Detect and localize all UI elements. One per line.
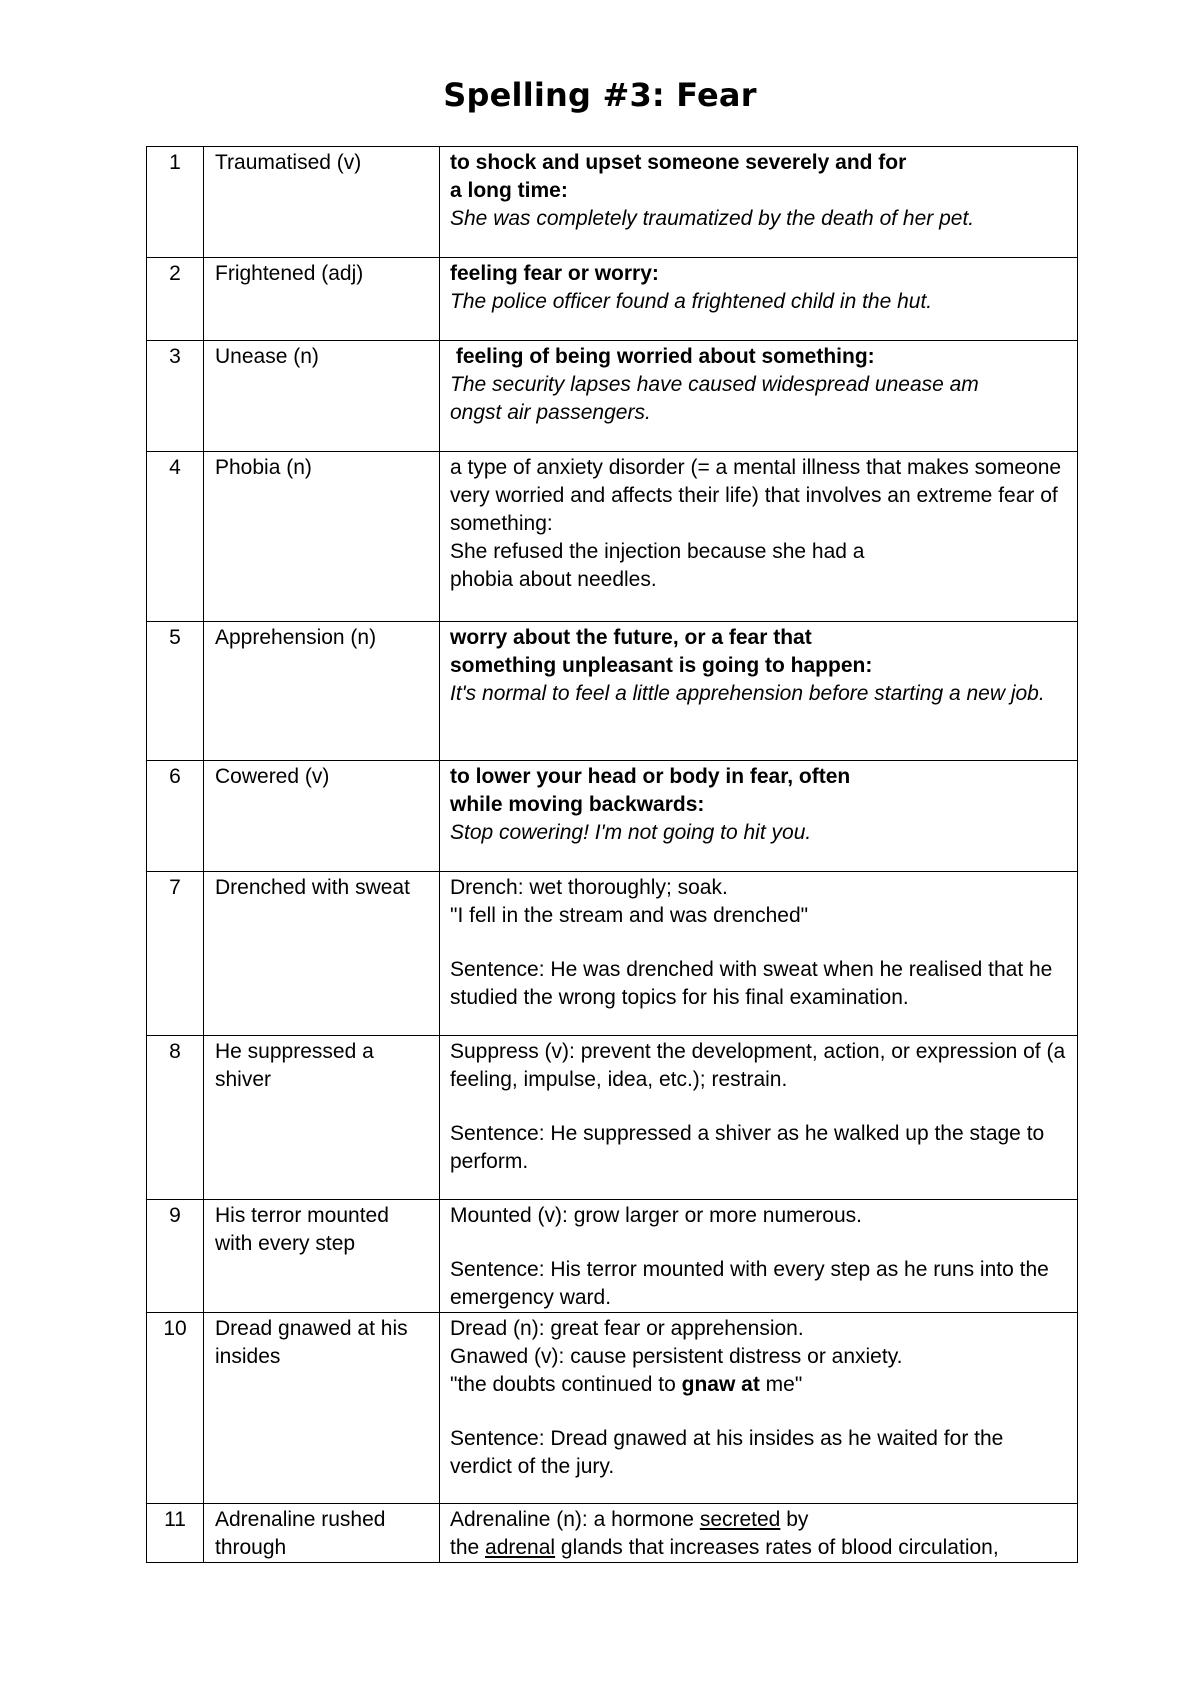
definition-text: something unpleasant is going to happen: xyxy=(450,654,873,677)
vocab-word: He suppressed a shiver xyxy=(204,1036,440,1200)
quote-pre: "the doubts continued to xyxy=(450,1373,682,1396)
definition-text: Dread (n): great fear or apprehension. xyxy=(450,1317,804,1340)
definition-text: feeling of being worried about something: xyxy=(450,345,875,368)
row-number: 11 xyxy=(147,1504,204,1563)
quote-text: "I fell in the stream and was drenched" xyxy=(450,904,809,927)
example-sentence: She was completely traumatized by the death of her pet. xyxy=(450,207,975,230)
row-number: 5 xyxy=(147,622,204,761)
text-fragment: by xyxy=(780,1508,809,1531)
table-row xyxy=(147,452,1078,622)
example-sentence: phobia about needles. xyxy=(450,568,657,591)
definition-cell xyxy=(440,1036,1078,1200)
table-row xyxy=(147,1313,1078,1504)
row-number: 10 xyxy=(147,1313,204,1504)
definition-text xyxy=(450,1506,1067,1534)
row-number: 2 xyxy=(147,258,204,341)
spacer xyxy=(450,1094,1067,1120)
vocab-word: Unease (n) xyxy=(204,341,440,452)
vocab-word: His terror mounted with every step xyxy=(204,1200,440,1313)
definition-cell xyxy=(440,341,1078,452)
text-fragment: Adrenaline (n): a hormone xyxy=(450,1508,700,1531)
vocab-word: Cowered (v) xyxy=(204,761,440,872)
example-sentence: The police officer found a frightened child in the hut. xyxy=(450,290,933,313)
quote-text xyxy=(450,1371,1067,1399)
vocab-word: Phobia (n) xyxy=(204,452,440,622)
definition-cell xyxy=(440,1313,1078,1504)
definition-cell xyxy=(440,258,1078,341)
definition-cell xyxy=(440,452,1078,622)
definition-text: Mounted (v): grow larger or more numerous. xyxy=(450,1204,862,1227)
definition-text: Suppress (v): prevent the development, action, or expression of (a feeling, impulse, idea, etc.); restrain. xyxy=(450,1040,1066,1091)
definition-text: a type of anxiety disorder (= a mental illness that makes someone xyxy=(450,456,1062,479)
definition-text: while moving backwards: xyxy=(450,793,705,816)
table-row xyxy=(147,147,1078,258)
vocab-word: Drenched with sweat xyxy=(204,872,440,1036)
text-fragment: the xyxy=(450,1536,486,1559)
definition-cell xyxy=(440,761,1078,872)
quote-bold: gnaw at xyxy=(681,1373,760,1396)
definition-text: a long time: xyxy=(450,179,568,202)
example-sentence: Sentence: He suppressed a shiver as he walked up the stage to perform. xyxy=(450,1122,1045,1173)
definition-text: feeling fear or worry: xyxy=(450,262,659,285)
vocab-word: Adrenaline rushed through xyxy=(204,1504,440,1563)
example-sentence: She refused the injection because she had a xyxy=(450,540,865,563)
definition-text: very worried and affects their life) that involves an extreme fear of something: xyxy=(450,484,1058,535)
vocab-word: Dread gnawed at his insides xyxy=(204,1313,440,1504)
example-sentence: ongst air passengers. xyxy=(450,401,651,424)
vocab-word: Frightened (adj) xyxy=(204,258,440,341)
table-row xyxy=(147,872,1078,1036)
definition-cell xyxy=(440,622,1078,761)
table-row xyxy=(147,1504,1078,1563)
row-number: 4 xyxy=(147,452,204,622)
vocabulary-table xyxy=(146,146,1078,1563)
table-row xyxy=(147,258,1078,341)
definition-cell xyxy=(440,1200,1078,1313)
definition-text: worry about the future, or a fear that xyxy=(450,626,812,649)
row-number: 7 xyxy=(147,872,204,1036)
row-number: 8 xyxy=(147,1036,204,1200)
page-title: Spelling #3: Fear xyxy=(443,76,757,114)
definition-text: Gnawed (v): cause persistent distress or anxiety. xyxy=(450,1345,903,1368)
row-number: 9 xyxy=(147,1200,204,1313)
table-row xyxy=(147,341,1078,452)
table-row xyxy=(147,1200,1078,1313)
table-row xyxy=(147,761,1078,872)
row-number: 3 xyxy=(147,341,204,452)
definition-cell xyxy=(440,1504,1078,1563)
underlined-term: secreted xyxy=(699,1508,781,1531)
definition-cell xyxy=(440,872,1078,1036)
spacer xyxy=(450,930,1067,956)
text-fragment: glands that increases rates of blood circulation, xyxy=(555,1536,999,1559)
example-sentence: It's normal to feel a little apprehension before starting a new job. xyxy=(450,682,1045,705)
table-row xyxy=(147,1036,1078,1200)
vocab-word: Traumatised (v) xyxy=(204,147,440,258)
underlined-term: adrenal xyxy=(485,1536,556,1559)
spacer xyxy=(450,1230,1067,1256)
example-sentence: Stop cowering! I'm not going to hit you. xyxy=(450,821,812,844)
example-sentence: Sentence: His terror mounted with every step as he runs into the emergency ward. xyxy=(450,1258,1049,1309)
row-number: 6 xyxy=(147,761,204,872)
row-number: 1 xyxy=(147,147,204,258)
spacer xyxy=(450,1399,1067,1425)
quote-post: me" xyxy=(759,1373,803,1396)
definition-text: to shock and upset someone severely and for xyxy=(450,151,907,174)
example-sentence: The security lapses have caused widespread unease am xyxy=(450,373,979,396)
definition-cell xyxy=(440,147,1078,258)
definition-text: to lower your head or body in fear, often xyxy=(450,765,851,788)
example-sentence: Sentence: He was drenched with sweat when he realised that he studied the wrong topics for his final examination. xyxy=(450,958,1053,1009)
definition-text: Drench: wet thoroughly; soak. xyxy=(450,876,728,899)
example-sentence: Sentence: Dread gnawed at his insides as he waited for the verdict of the jury. xyxy=(450,1427,1004,1478)
vocab-word: Apprehension (n) xyxy=(204,622,440,761)
definition-text xyxy=(450,1534,1067,1562)
table-row xyxy=(147,622,1078,761)
